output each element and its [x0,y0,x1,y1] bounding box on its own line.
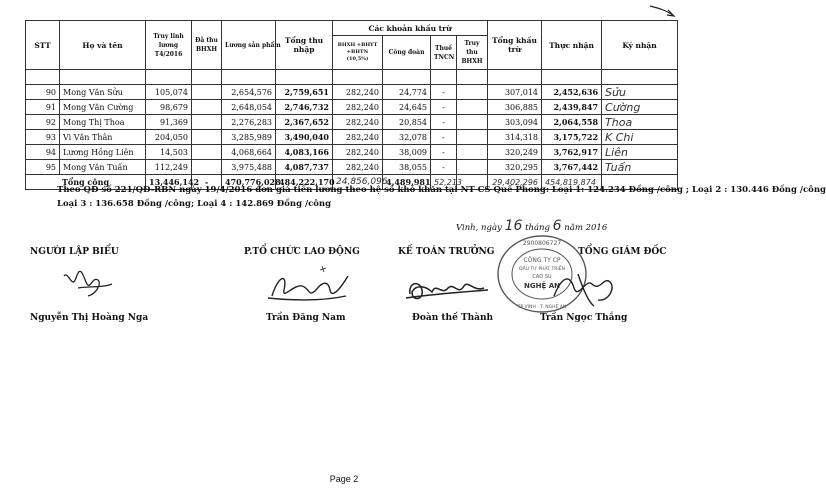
total-deduct: 29,402,296 [488,175,542,190]
row-insurance: 282,240 [333,115,383,130]
date-month: 6 [552,218,562,234]
table-row [26,85,678,100]
row-allowance: 14,503 [146,145,192,160]
row-allowance: 91,369 [146,115,192,130]
row-product-salary: 3,975,488 [222,160,276,175]
header-stt: STT [26,21,60,70]
row-signature: Liên [602,145,678,160]
row-total-income: 2,746,732 [276,100,333,115]
row-signature: Sửu [602,85,678,100]
row-stt: 95 [26,160,60,175]
signer-title-labor: P.TỔ CHỨC LAO ĐỘNG [244,247,360,257]
stamp-top-number: 2900806727 [522,240,562,247]
table-row [26,115,678,130]
stamp-line-4: NGHỆ AN [524,282,560,290]
row-net: 2,452,636 [542,85,602,100]
signature-director [548,266,628,310]
row-collect-bhxh [457,100,488,115]
header-allowance: Truy lĩnh lương T4/2016 [146,21,192,70]
signature-labor [258,266,354,308]
page-number: Page 2 [329,474,359,484]
corner-pen-mark [648,4,678,18]
table-row [26,100,678,115]
row-collect-bhxh [457,130,488,145]
total-allowance: 13,446,142 [146,175,192,190]
row-name: Mong Văn Sửu [60,85,146,100]
row-union: 32,078 [383,130,431,145]
stamp-line-3: CAO SU [532,274,552,280]
signer-name-accountant: Đoàn thế Thành [412,313,494,323]
row-stt: 93 [26,130,60,145]
row-collect-bhxh [457,115,488,130]
header-product-salary: Lương sản phẩm [222,21,276,70]
row-total-deduct: 320,295 [488,160,542,175]
row-tax: - [431,160,457,175]
row-collect-bhxh [457,85,488,100]
total-income: 484,222,170 [276,175,333,190]
stamp-line-1: CÔNG TY CP [523,257,561,264]
row-insurance: 282,240 [333,160,383,175]
row-stt: 91 [26,100,60,115]
header-union: Công đoàn [383,36,431,70]
header-total-deduct: Tổng khấu trừ [488,21,542,70]
row-collect-bhxh [457,145,488,160]
signature-accountant [402,272,492,308]
row-stt: 92 [26,115,60,130]
row-net: 3,767,442 [542,160,602,175]
signer-title-accountant: KẾ TOÁN TRƯỞNG [398,247,495,257]
stamp-bottom: TP VINH - T. NGHỆ AN [517,305,567,310]
header-tax: Thuế TNCN [431,36,457,70]
row-net: 2,064,558 [542,115,602,130]
row-union: 24,645 [383,100,431,115]
header-insurance: BHXH +BHYT +BHTN (10,5%) [333,36,383,70]
row-tax: - [431,145,457,160]
total-product: 470,776,028 [222,175,276,190]
row-net: 3,762,917 [542,145,602,160]
row-union: 20,854 [383,115,431,130]
date-day: 16 [504,218,523,234]
row-paid-bhxh [192,115,222,130]
row-allowance: 204,050 [146,130,192,145]
signer-name-preparer: Nguyễn Thị Hoàng Nga [30,313,149,323]
row-net: 2,439,847 [542,100,602,115]
row-total-deduct: 320,249 [488,145,542,160]
note-line-2: Loại 3 : 136.658 Đồng /công; Loại 4 : 142.869 Đồng /công [57,199,332,209]
row-name: Vi Văn Thân [60,130,146,145]
row-union: 38,055 [383,160,431,175]
row-tax: - [431,115,457,130]
header-deductions-group: Các khoản khấu trừ [333,21,488,36]
row-insurance: 282,240 [333,85,383,100]
total-net: 454,819,874 [542,175,602,190]
total-paid: - [192,175,222,190]
row-total-income: 4,087,737 [276,160,333,175]
row-product-salary: 2,648,054 [222,100,276,115]
note-line-1: Theo QĐ số 221/QĐ-RBN ngày 19/4/2016 đơn giá tiền lương theo hệ số khó khăn tại NT CS Quế Phong: Loại 1: 124.234 Đồng /công ; Loại 2 : 130.446 Đồng /công [57,185,826,195]
row-insurance: 282,240 [333,145,383,160]
row-tax: - [431,100,457,115]
signer-name-labor: Trần Đăng Nam [266,313,346,323]
row-name: Mong Văn Cường [60,100,146,115]
row-tax: - [431,130,457,145]
table-row [26,160,678,175]
row-insurance: 282,240 [333,130,383,145]
row-product-salary: 4,068,664 [222,145,276,160]
total-label: Tổng cộng [26,175,146,190]
row-product-salary: 3,285,989 [222,130,276,145]
row-insurance: 282,240 [333,100,383,115]
total-tax: 52,213 [431,175,457,190]
signer-title-preparer: NGƯỜI LẬP BIỂU [30,247,119,257]
date-place: Vinh, ngày [456,223,502,233]
row-union: 24,774 [383,85,431,100]
row-total-income: 2,759,651 [276,85,333,100]
row-allowance: 98,679 [146,100,192,115]
row-signature: Cường [602,100,678,115]
row-signature: Tuấn [602,160,678,175]
row-paid-bhxh [192,145,222,160]
header-net: Thực nhận [542,21,602,70]
header-name: Họ và tên [60,21,146,70]
date-month-word: tháng [525,223,550,233]
payroll-table [25,20,678,190]
row-net: 3,175,722 [542,130,602,145]
table-row [26,130,678,145]
signature-preparer [58,268,118,304]
row-name: Mong Thị Thoa [60,115,146,130]
row-total-income: 4,083,166 [276,145,333,160]
row-tax: - [431,85,457,100]
row-signature: Thoa [602,115,678,130]
total-insurance: 24,856,096 [333,175,383,190]
row-total-deduct: 314,318 [488,130,542,145]
row-paid-bhxh [192,160,222,175]
row-total-income: 2,367,652 [276,115,333,130]
total-union: 4,489,981 [383,175,431,190]
date-year: năm 2016 [564,223,608,233]
table-row [26,145,678,160]
header-total-income: Tổng thu nhập [276,21,333,70]
row-paid-bhxh [192,100,222,115]
row-paid-bhxh [192,85,222,100]
row-total-deduct: 306,885 [488,100,542,115]
row-allowance: 112,249 [146,160,192,175]
signer-title-director: TỔNG GIÁM ĐỐC [578,247,667,257]
stamp-line-2: ĐẦU TƯ PHÁT TRIỂN [519,267,565,272]
row-name: Lương Hồng Liên [60,145,146,160]
row-name: Mong Văn Tuấn [60,160,146,175]
row-stt: 94 [26,145,60,160]
row-collect-bhxh [457,160,488,175]
header-paid-bhxh: Đã thu BHXH [192,21,222,70]
header-sign: Ký nhận [602,21,678,70]
row-product-salary: 2,654,576 [222,85,276,100]
signer-name-director: Trần Ngọc Thắng [540,313,628,323]
row-total-deduct: 303,094 [488,115,542,130]
row-paid-bhxh [192,130,222,145]
row-total-deduct: 307,014 [488,85,542,100]
row-total-income: 3,490,040 [276,130,333,145]
row-signature: K Chi [602,130,678,145]
row-union: 38,009 [383,145,431,160]
row-stt: 90 [26,85,60,100]
row-product-salary: 2,276,283 [222,115,276,130]
row-allowance: 105,074 [146,85,192,100]
header-collect-bhxh: Truy thu BHXH [457,36,488,70]
